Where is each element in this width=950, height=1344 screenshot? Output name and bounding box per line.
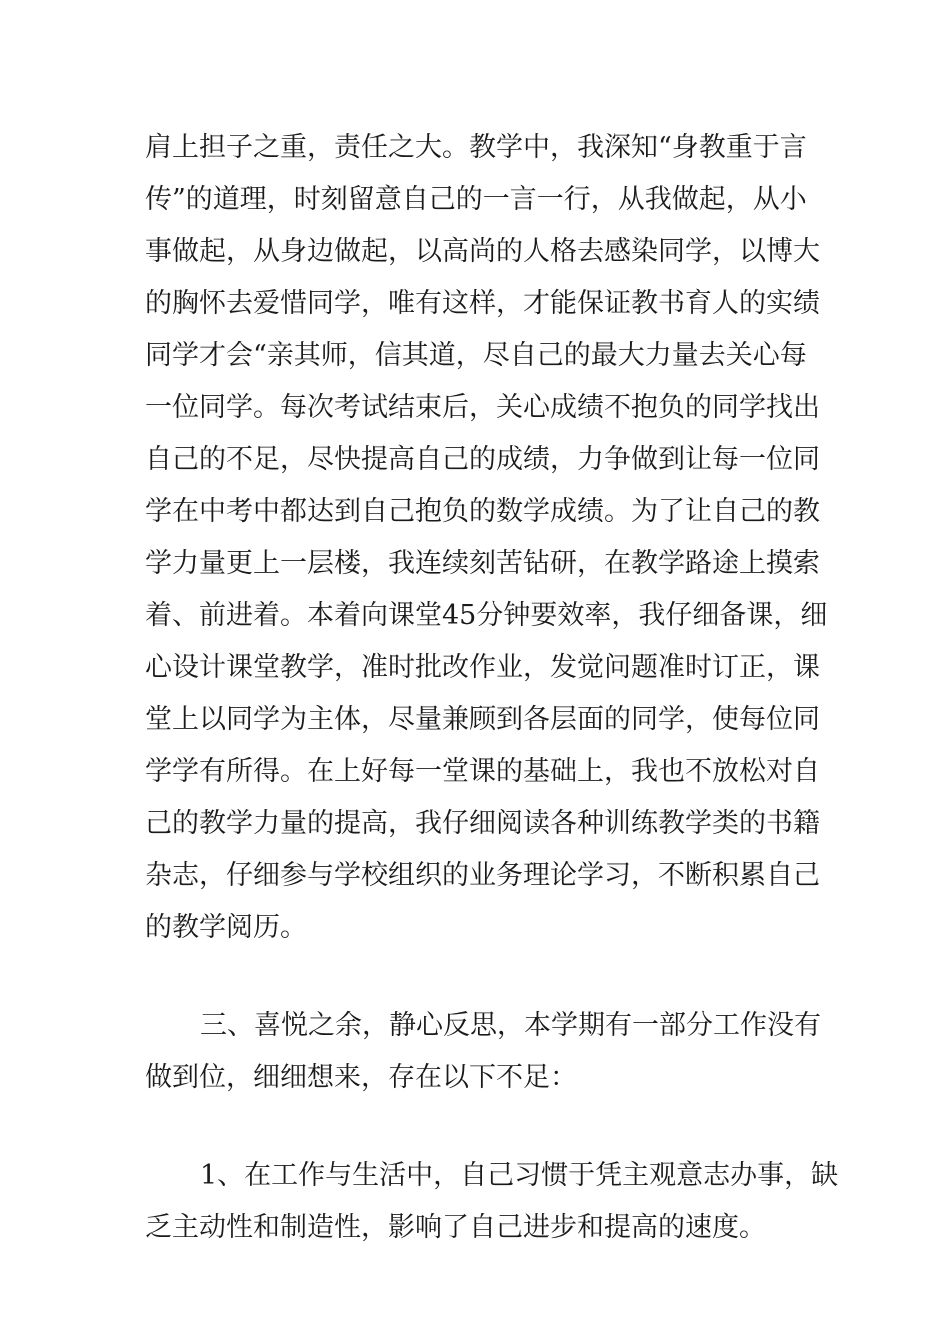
- text-line: 同学才会“亲其师，信其道，尽自己的最大力量去关心每: [145, 340, 807, 371]
- text-line: 杂志，仔细参与学校组织的业务理论学习，不断积累自己: [145, 860, 820, 891]
- text-line: 乏主动性和制造性，影响了自己进步和提高的速度。: [145, 1212, 766, 1243]
- text-line: 学在中考中都达到自己抱负的数学成绩。为了让自己的教: [145, 496, 820, 527]
- text-line: 一位同学。每次考试结束后，关心成绩不抱负的同学找出: [145, 392, 820, 423]
- text-line: 传”的道理，时刻留意自己的一言一行，从我做起，从小: [145, 184, 807, 215]
- text-line: 自己的不足，尽快提高自己的成绩，力争做到让每一位同: [145, 444, 820, 475]
- text-line: 己的教学力量的提高，我仔细阅读各种训练教学类的书籍: [145, 808, 820, 839]
- text-line: 三、喜悦之余，静心反思，本学期有一部分工作没有: [200, 1010, 821, 1041]
- text-line: 事做起，从身边做起，以高尚的人格去感染同学，以博大: [145, 236, 820, 267]
- text-line: 1、在工作与生活中，自己习惯于凭主观意志办事，缺: [200, 1160, 839, 1191]
- text-line: 堂上以同学为主体，尽量兼顾到各层面的同学，使每位同: [145, 704, 820, 735]
- text-line: 的胸怀去爱惜同学，唯有这样，才能保证教书育人的实绩: [145, 288, 820, 319]
- text-line: 学力量更上一层楼，我连续刻苦钻研，在教学路途上摸索: [145, 548, 820, 579]
- text-line: 做到位，细细想来，存在以下不足：: [145, 1062, 577, 1093]
- text-line: 学学有所得。在上好每一堂课的基础上，我也不放松对自: [145, 756, 820, 787]
- text-line: 肩上担子之重，责任之大。教学中，我深知“身教重于言: [145, 132, 807, 163]
- text-line: 的教学阅历。: [145, 912, 307, 943]
- text-line: 心设计课堂教学，准时批改作业，发觉问题准时订正，课: [145, 652, 820, 683]
- text-line: 着、前进着。本着向课堂45分钟要效率，我仔细备课，细: [145, 600, 828, 631]
